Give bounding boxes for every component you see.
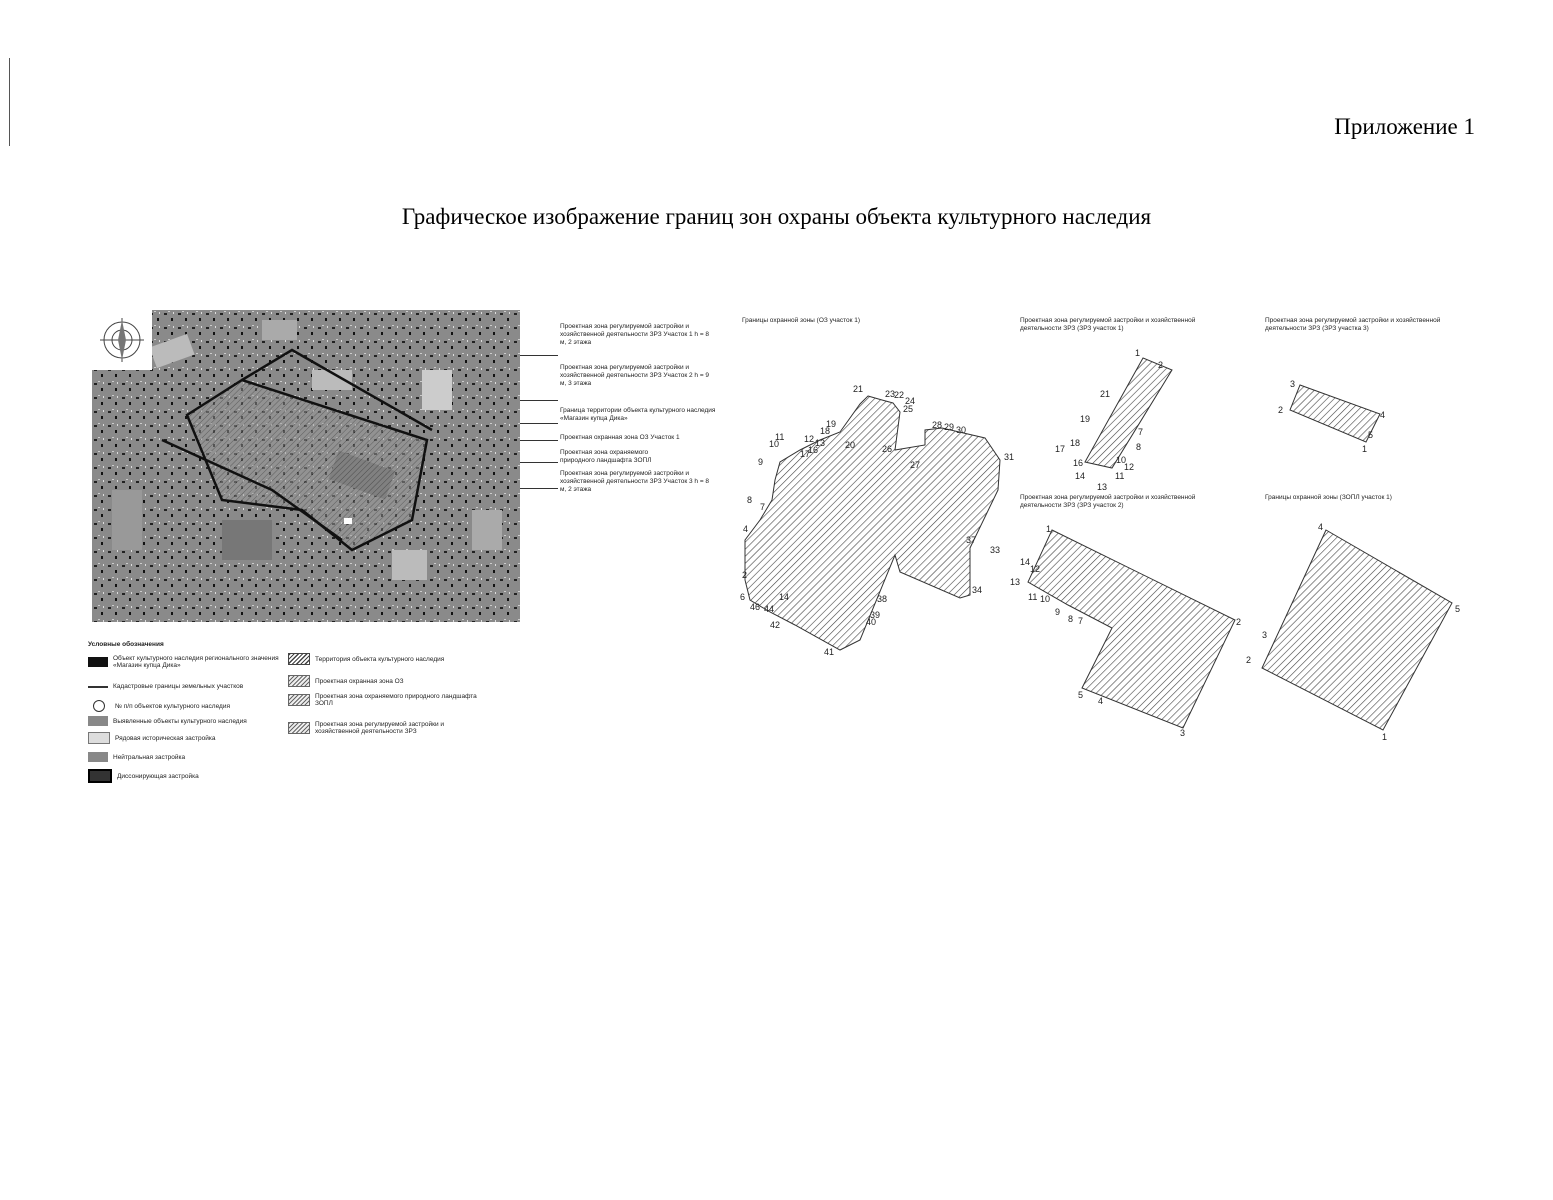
point-label-2: 2	[1246, 655, 1252, 665]
point-label-1: 1	[1362, 444, 1368, 454]
point-label-1: 1	[1135, 348, 1141, 358]
point-label-14: 14	[1075, 471, 1086, 481]
point-label-25: 25	[903, 404, 914, 414]
point-label-11: 11	[775, 432, 785, 442]
point-label-8: 8	[1136, 442, 1142, 452]
point-label-11: 11	[1028, 592, 1038, 602]
schema-title-zrz1: Проектная зона регулируемой застройки и хозяйственной деятельности ЗРЗ (ЗРЗ участок 1)	[1020, 317, 1196, 332]
legend-item: Территория объекта культурного наследия	[288, 653, 488, 665]
legend-item: Объект культурного наследия регионального значения «Магазин купца Дика»	[88, 655, 288, 669]
point-label-40: 40	[866, 617, 877, 627]
point-label-39: 39	[870, 610, 881, 620]
point-label-2: 2	[1278, 405, 1284, 415]
map-annotation-okn-border: Граница территории объекта культурного наследия «Магазин купца Дика»	[560, 407, 716, 422]
point-label-16: 16	[1073, 458, 1084, 468]
point-label-24: 24	[905, 396, 916, 406]
point-label-12: 12	[1030, 564, 1041, 574]
legend-item: Кадастровые границы земельных участков	[88, 683, 288, 690]
schema-zrz3-shape	[1290, 385, 1380, 442]
point-label-29: 29	[944, 422, 955, 432]
map-annotation-oz1: Проектная охранная зона ОЗ Участок 1	[560, 434, 680, 441]
point-label-17: 17	[800, 449, 811, 459]
legend-item: Проектная зона охраняемого природного ландшафта ЗОПЛ	[288, 693, 488, 707]
legend-item: Проектная зона регулируемой застройки и хозяйственной деятельности ЗРЗ	[288, 721, 488, 735]
point-label-9: 9	[758, 457, 764, 467]
point-label-7: 7	[1138, 427, 1144, 437]
point-label-23: 23	[885, 389, 896, 399]
appendix-label: Приложение 1	[1334, 114, 1475, 139]
point-label-14: 14	[1020, 557, 1031, 567]
point-label-21: 21	[853, 384, 864, 394]
point-label-13: 13	[815, 438, 826, 448]
point-label-4: 4	[1380, 410, 1386, 420]
point-label-8: 8	[1068, 614, 1074, 624]
schema-zopl1-shape	[1262, 530, 1452, 730]
legend-item: Диссонирующая застройка	[88, 769, 288, 783]
point-label-10: 10	[1116, 455, 1127, 465]
point-label-44: 44	[764, 604, 775, 614]
point-label-1: 1	[1382, 732, 1388, 742]
map-annotation-zrz1: Проектная зона регулируемой застройки и хозяйственной деятельности ЗРЗ Участок 1 h = 8 м, 2 этажа	[560, 323, 710, 346]
point-label-5: 5	[1455, 604, 1461, 614]
point-label-2: 2	[1236, 617, 1242, 627]
point-label-3: 3	[1262, 630, 1268, 640]
point-label-31: 31	[1004, 452, 1015, 462]
point-label-7: 7	[1078, 616, 1084, 626]
map-annotation-zrz3: Проектная зона регулируемой застройки и хозяйственной деятельности ЗРЗ Участок 3 h = 8 м, 2 этажа	[560, 470, 710, 493]
point-label-5: 5	[1078, 690, 1084, 700]
point-label-11: 11	[1115, 471, 1125, 481]
point-label-22: 22	[894, 390, 905, 400]
point-label-38: 38	[877, 594, 888, 604]
point-label-12: 12	[804, 434, 815, 444]
point-label-19: 19	[826, 419, 837, 429]
point-label-16: 16	[808, 445, 819, 455]
document-title: Графическое изображение границ зон охраны объекта культурного наследия	[401, 204, 1152, 229]
point-label-7: 7	[760, 502, 766, 512]
legend-title: Условные обозначения	[88, 641, 164, 648]
point-label-12: 12	[1124, 462, 1135, 472]
schema-title-zrz3: Проектная зона регулируемой застройки и хозяйственной деятельности ЗРЗ (ЗРЗ участка 3)	[1265, 317, 1441, 332]
point-label-37: 37	[966, 535, 977, 545]
legend-item: Рядовая историческая застройка	[88, 732, 288, 744]
legend-item: № п/п объектов культурного наследия	[88, 700, 288, 712]
point-label-26: 26	[882, 444, 893, 454]
point-label-4: 4	[1318, 522, 1324, 532]
point-label-2: 2	[742, 570, 748, 580]
point-label-30: 30	[956, 425, 967, 435]
point-label-5: 5	[1368, 430, 1374, 440]
point-label-6: 6	[740, 592, 746, 602]
legend-item: Нейтральная застройка	[88, 752, 288, 762]
point-label-34: 34	[972, 585, 983, 595]
point-label-1: 1	[1046, 524, 1052, 534]
point-label-3: 3	[1180, 728, 1186, 738]
schema-title-zrz2: Проектная зона регулируемой застройки и хозяйственной деятельности ЗРЗ (ЗРЗ участок 2)	[1020, 494, 1196, 509]
point-label-33: 33	[990, 545, 1001, 555]
schema-title-oz1: Границы охранной зоны (ОЗ участок 1)	[742, 317, 861, 324]
point-label-42: 42	[770, 620, 781, 630]
point-label-4: 4	[1098, 696, 1104, 706]
point-label-10: 10	[1040, 594, 1051, 604]
point-label-14: 14	[779, 592, 790, 602]
point-label-9: 9	[1055, 607, 1061, 617]
point-label-10: 10	[769, 439, 780, 449]
point-label-13: 13	[1097, 482, 1108, 492]
legend-item: Проектная охранная зона ОЗ	[288, 675, 488, 687]
point-label-27: 27	[910, 460, 921, 470]
schema-zrz1-shape	[1085, 358, 1172, 468]
point-label-41: 41	[824, 647, 835, 657]
point-label-46: 46	[750, 602, 761, 612]
point-label-18: 18	[820, 426, 831, 436]
schema-title-zopl1: Границы охранной зоны (ЗОПЛ участок 1)	[1265, 494, 1392, 501]
point-label-28: 28	[932, 420, 943, 430]
point-label-8: 8	[747, 495, 753, 505]
point-label-20: 20	[845, 440, 856, 450]
point-label-4: 4	[743, 524, 749, 534]
point-label-13: 13	[1010, 577, 1021, 587]
schema-zrz2-shape	[1028, 530, 1235, 728]
map-annotation-zopl: Проектная зона охраняемого природного ландшафта ЗОПЛ	[560, 449, 652, 464]
point-label-17: 17	[1055, 444, 1066, 454]
point-label-18: 18	[1070, 438, 1081, 448]
map-annotation-zrz2: Проектная зона регулируемой застройки и хозяйственной деятельности ЗРЗ Участок 2 h = 9 м, 3 этажа	[560, 364, 710, 387]
point-label-21: 21	[1100, 389, 1111, 399]
legend-item: Выявленные объекты культурного наследия	[88, 716, 288, 726]
point-label-2: 2	[1158, 360, 1164, 370]
point-label-19: 19	[1080, 414, 1091, 424]
point-label-3: 3	[1290, 379, 1296, 389]
